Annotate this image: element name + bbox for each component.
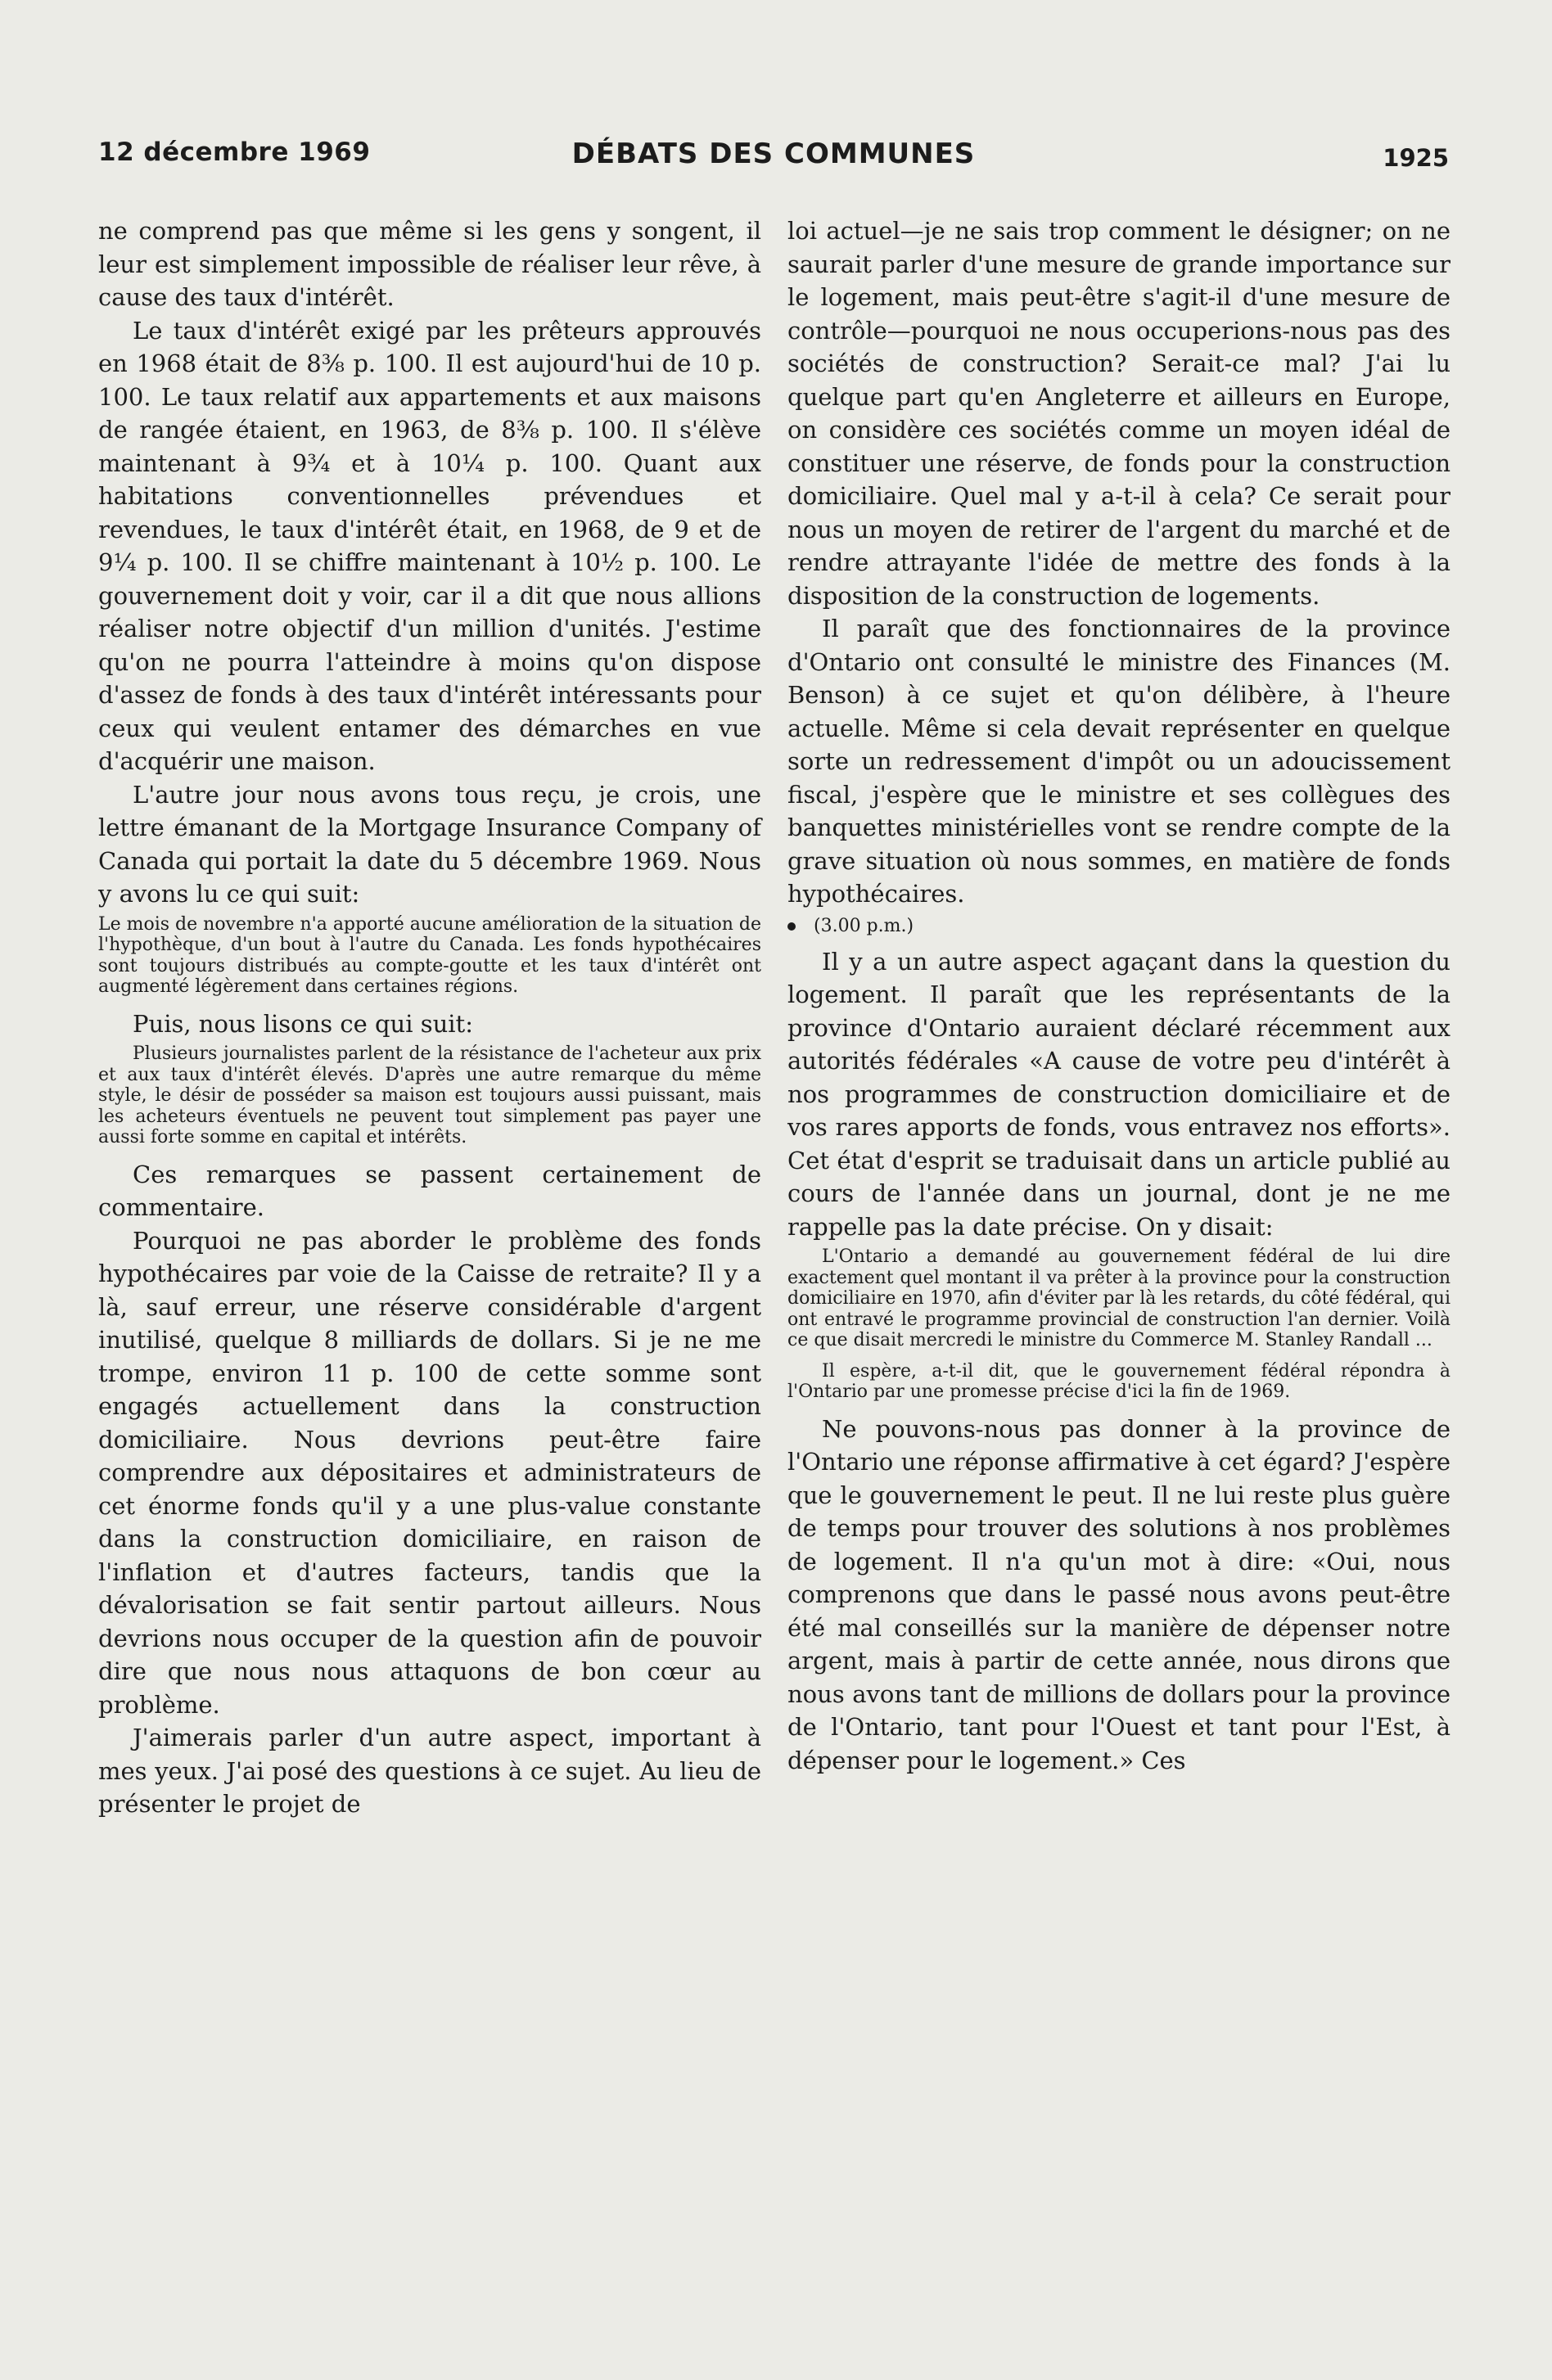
paragraph: Ces remarques se passent certainement de commentaire.: [98, 1160, 761, 1221]
paragraph: Pourquoi ne pas aborder le problème des fonds hypothécaires par voie de la Caisse de retraite? Il y a là, sauf erreur, une réserve considérable d'argent inutilisé, quelque 8 milliards de dollars. Si je ne me trompe, environ 11 p. 100 de cette somme sont engagés actuellement dans la construction domiciliaire. Nous devrions peut-être faire comprendre aux dépositaires et administrateurs de cet énorme fonds qu'il y a une plus-value constante dans la construction domiciliaire, en raison de l'inflation et d'autres facteurs, tandis que la dévalorisation se fait sentir partout ailleurs. Nous devrions nous occuper de la question afin de pouvoir dire que nous nous attaquons de bon cœur au problème.: [98, 1226, 761, 1719]
time-marker: [787, 914, 1450, 939]
paragraph: loi actuel—je ne sais trop comment le désigner; on ne saurait parler d'une mesure de grande importance sur le logement, mais peut-être s'agit-il d'une mesure de contrôle—pourquoi ne nous occuperions-nous pas des sociétés de construction? Serait-ce mal? J'ai lu quelque part qu'en Angleterre et ailleurs en Europe, on considère ces sociétés comme un moyen idéal de constituer une réserve, de fonds pour la construction domiciliaire. Quel mal y a-t-il à cela? Ce serait pour nous un moyen de retirer de l'argent du marché et de rendre attrayante l'idée de mettre des fonds à la disposition de la construction de logements.: [787, 217, 1450, 610]
paragraph: Puis, nous lisons ce qui suit:: [133, 1009, 473, 1038]
header-title: DÉBATS DES COMMUNES: [571, 137, 976, 170]
paragraph: ne comprend pas que même si les gens y songent, il leur est simplement impossible de réaliser leur rêve, à cause des taux d'intérêt.: [98, 217, 761, 311]
left-column: [98, 214, 761, 1821]
paragraph: Ne pouvons-nous pas donner à la province de l'Ontario une réponse affirmative à cet égard? J'espère que le gouvernement le peut. Il ne lui reste plus guère de temps pour trouver des solutions à nos problèmes de logement. Il n'a qu'un mot à dire: «Oui, nous comprenons que dans le passé nous avons peut-être été mal conseillés sur la manière de dépenser notre argent, mais à partir de cette année, nous dirons que nous avons tant de millions de dollars pour la province de l'Ontario, tant pour l'Ouest et tant pour l'Est, à dépenser pour le logement.» Ces: [787, 1414, 1450, 1774]
paragraph: J'aimerais parler d'un autre aspect, important à mes yeux. J'ai posé des questions à ce sujet. Au lieu de présenter le projet de: [98, 1724, 761, 1818]
page-number: 1925: [1383, 144, 1449, 172]
right-column: [787, 214, 1450, 1777]
quotation: Le mois de novembre n'a apporté aucune amélioration de la situation de l'hypothèque, d'un bout à l'autre du Canada. Les fonds hypothécaires sont toujours distribués au compte-goutte et les taux d'intérêt ont augmenté légèrement dans certaines régions.: [98, 913, 761, 997]
bullet-icon: [787, 922, 796, 931]
header-date: 12 décembre 1969: [98, 137, 371, 167]
quotation: L'Ontario a demandé au gouvernement fédéral de lui dire exactement quel montant il va prêter à la province pour la construction domiciliaire en 1970, afin d'éviter par là les retards, du côté fédéral, qui ont entravé le programme provincial de construction l'an dernier. Voilà ce que disait mercredi le ministre du Commerce M. Stanley Randall ...: [787, 1246, 1450, 1350]
paragraph: Le taux d'intérêt exigé par les prêteurs approuvés en 1968 était de 8⅜ p. 100. Il est aujourd'hui de 10 p. 100. Le taux relatif aux appartements et aux maisons de rangée étaient, en 1963, de 8⅜ p. 100. Il s'élève maintenant à 9¾ et à 10¼ p. 100. Quant aux habitations conventionnelles prévendues et revendues, le taux d'intérêt était, en 1968, de 9 et de 9¼ p. 100. Il se chiffre maintenant à 10½ p. 100. Le gouvernement doit y voir, car il a dit que nous allions réaliser notre objectif d'un million d'unités. J'estime qu'on ne pourra l'atteindre à moins qu'on dispose d'assez de fonds à des taux d'intérêt intéressants pour ceux qui veulent entamer des démarches en vue d'acquérir une maison.: [98, 316, 761, 775]
paragraph: Il paraît que des fonctionnaires de la province d'Ontario ont consulté le ministre des Finances (M. Benson) à ce sujet et qu'on délibère, à l'heure actuelle. Même si cela devait représenter en quelque sorte un redressement d'impôt ou un adoucissement fiscal, j'espère que le ministre et ses collègues des banquettes ministérielles vont se rendre compte de la grave situation où nous sommes, en matière de fonds hypothécaires.: [787, 615, 1450, 908]
time-stamp: (3.00 p.m.): [814, 915, 914, 936]
quotation: Il espère, a-t-il dit, que le gouvernement fédéral répondra à l'Ontario par une promesse précise d'ici la fin de 1969.: [787, 1360, 1450, 1402]
paragraph: Il y a un autre aspect agaçant dans la question du logement. Il paraît que les représentants de la province d'Ontario auraient déclaré récemment aux autorités fédérales «A cause de votre peu d'intérêt à nos programmes de construction domiciliaire et de vos rares apports de fonds, vous entravez nos efforts». Cet état d'esprit se traduisait dans un article publié au cours de l'année dans un journal, dont je ne me rappelle pas la date précise. On y disait:: [787, 947, 1450, 1241]
page-header: [98, 137, 1449, 187]
paragraph: L'autre jour nous avons tous reçu, je crois, une lettre émanant de la Mortgage Insurance Company of Canada qui portait la date du 5 décembre 1969. Nous y avons lu ce qui suit:: [98, 780, 761, 908]
quotation: Plusieurs journalistes parlent de la résistance de l'acheteur aux prix et aux taux d'intérêt élevés. D'après une autre remarque du même style, le désir de posséder sa maison est toujours aussi puissant, mais les acheteurs éventuels ne peuvent tout simplement pas payer une aussi forte somme en capital et intérêts.: [98, 1044, 761, 1147]
